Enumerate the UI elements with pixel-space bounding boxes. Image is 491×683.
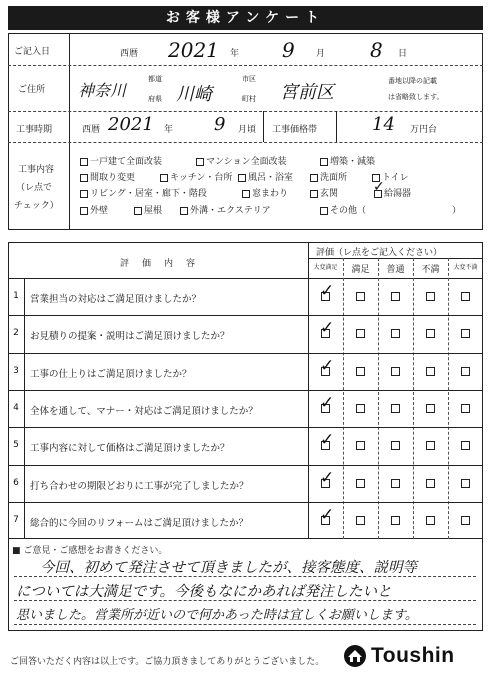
- content-option-label: 風呂・浴室: [248, 173, 294, 183]
- row-line: [8, 315, 483, 316]
- rating-checkbox[interactable]: [356, 441, 365, 450]
- content-option[interactable]: [310, 186, 338, 199]
- content-option[interactable]: [80, 154, 162, 167]
- scale-label: 大変満足: [313, 264, 338, 271]
- content-option[interactable]: [242, 186, 288, 199]
- brand-name: Toushin: [371, 644, 455, 667]
- scale-label: 不満: [421, 265, 440, 275]
- check-mark: ✓: [320, 355, 335, 376]
- content-option[interactable]: [80, 170, 135, 183]
- question-number: 5: [13, 440, 19, 451]
- content-option-label: ）: [452, 206, 462, 216]
- content-option-label: 窓まわり: [252, 189, 289, 199]
- content-option-label: 外壁: [90, 206, 109, 216]
- check-mark: ✓: [320, 504, 335, 525]
- rating-checkbox[interactable]: [461, 292, 470, 301]
- rating-checkbox[interactable]: [426, 367, 435, 376]
- content-option[interactable]: [196, 154, 287, 167]
- content-option-label: 玄関: [320, 189, 339, 199]
- rating-checkbox[interactable]: [391, 441, 400, 450]
- address-note-1: 番地以降の記載: [388, 77, 437, 85]
- content-label-1: 工事内容: [18, 165, 55, 175]
- row-sep: [8, 142, 483, 143]
- content-option-label: 増築・減築: [330, 157, 376, 167]
- rating-checkbox[interactable]: [391, 292, 400, 301]
- rating-checkbox[interactable]: [391, 404, 400, 413]
- checkbox[interactable]: [160, 174, 168, 182]
- question-text: 総合的に今回のリフォームはご満足頂けましたか？: [30, 517, 249, 529]
- question-text: 工事内容に対して価格はご満足頂けましたか？: [30, 443, 230, 455]
- content-option-label: 間取り変更: [90, 173, 136, 183]
- content-option[interactable]: [80, 203, 108, 216]
- header-bottom-line: [8, 278, 483, 279]
- date-year-value[interactable]: 2021: [168, 38, 219, 62]
- toushin-logo-icon: [343, 644, 367, 668]
- content-option-label: 一戸建て全面改装: [90, 157, 163, 167]
- row-sep: [8, 111, 483, 112]
- content-option[interactable]: [160, 170, 232, 183]
- content-option[interactable]: [320, 203, 366, 216]
- scale-column-line: [378, 258, 379, 539]
- content-option[interactable]: [134, 203, 162, 216]
- row-line: [8, 390, 483, 391]
- checkbox[interactable]: [320, 158, 328, 166]
- question-number: 1: [13, 291, 19, 301]
- eval-header-left: 評 価 内 容: [120, 259, 198, 269]
- rating-checkbox[interactable]: [391, 367, 400, 376]
- scale-label: 満足: [351, 265, 370, 275]
- date-era: 西暦: [120, 49, 139, 59]
- question-number: 6: [13, 477, 19, 488]
- content-option[interactable]: [180, 203, 271, 216]
- question-text: お見積りの提案・説明はご満足頂けましたか？: [30, 331, 230, 343]
- scale-column-line: [343, 258, 344, 539]
- question-number: 2: [13, 328, 19, 339]
- label-divider: [69, 33, 70, 230]
- period-label: 工事時期: [16, 125, 53, 135]
- address-prefecture[interactable]: 神奈川: [78, 81, 127, 100]
- content-option[interactable]: [320, 154, 375, 167]
- content-option-label: 給湯器: [384, 189, 412, 199]
- eval-header-right: 評価（レ点をご記入ください）: [316, 248, 443, 258]
- period-era: 西暦: [82, 125, 101, 135]
- check-mark: ✓: [320, 430, 335, 451]
- question-text: 営業担当の対応はご満足頂けましたか？: [30, 294, 202, 305]
- date-label: ご記入日: [14, 47, 51, 57]
- rating-checkbox[interactable]: [426, 479, 435, 488]
- rating-checkbox[interactable]: [356, 329, 365, 338]
- row-line: [8, 427, 483, 428]
- rating-checkbox[interactable]: [461, 516, 470, 525]
- rating-checkbox[interactable]: [426, 404, 435, 413]
- footer-text: ご回答いただく内容は以上です。ご協力頂きましてありがとうございました。: [10, 657, 325, 667]
- rating-checkbox[interactable]: [426, 441, 435, 450]
- question-number: 4: [13, 402, 19, 413]
- period-divider: [263, 111, 264, 142]
- question-number: 7: [13, 514, 19, 525]
- checkbox[interactable]: [80, 158, 88, 166]
- address-label: ご住所: [18, 85, 46, 95]
- content-option-label: トイレ: [382, 173, 409, 183]
- question-text: 打ち合わせの期限どおりに工事が完了しましたか？: [30, 480, 249, 492]
- address-city[interactable]: 川崎: [176, 84, 212, 105]
- city-unit-2: 町村: [242, 95, 256, 103]
- content-option-label: その他（: [330, 206, 367, 216]
- row-line: [8, 502, 483, 503]
- content-option-label: 洗面所: [320, 173, 348, 183]
- comment-line-2[interactable]: については大満足です。今後もなにかあれば発注したいと: [16, 584, 392, 600]
- scale-label: 大変不満: [453, 264, 478, 271]
- scale-column-line: [448, 258, 449, 539]
- rating-checkbox[interactable]: [426, 292, 435, 301]
- rating-checkbox[interactable]: [391, 329, 400, 338]
- pref-unit-1: 都道: [148, 75, 162, 83]
- price-divider: [336, 111, 337, 142]
- rating-checkbox[interactable]: [461, 404, 470, 413]
- content-option-label: 外溝・エクステリア: [190, 206, 271, 216]
- rating-checkbox[interactable]: [356, 292, 365, 301]
- checkbox[interactable]: [196, 158, 204, 166]
- scale-column-line: [413, 258, 414, 539]
- rating-checkbox[interactable]: [461, 367, 470, 376]
- rating-checkbox[interactable]: [356, 404, 365, 413]
- rating-checkbox[interactable]: [356, 367, 365, 376]
- content-option-label: キッチン・台所: [170, 173, 233, 183]
- rating-checkbox[interactable]: [356, 479, 365, 488]
- checkbox[interactable]: [310, 190, 318, 198]
- pref-unit-2: 府県: [148, 95, 162, 103]
- content-option-label: リビング・居室・廊下・階段: [90, 189, 207, 199]
- checkbox[interactable]: [320, 207, 328, 215]
- checkbox[interactable]: [238, 174, 246, 182]
- checkbox[interactable]: [242, 190, 250, 198]
- period-month-unit: 月頃: [238, 125, 257, 135]
- row-sep: [8, 65, 483, 66]
- scale-header-line: [308, 258, 483, 259]
- price-label: 工事価格帯: [272, 125, 318, 135]
- rating-checkbox[interactable]: [391, 479, 400, 488]
- comments-label: ■ ご意見・ご感想をお書きください。: [12, 546, 168, 556]
- content-option[interactable]: [238, 170, 293, 183]
- check-mark: ✓: [320, 318, 335, 339]
- date-year-unit: 年: [230, 49, 240, 59]
- question-number: 3: [13, 365, 19, 376]
- comment-line: [14, 624, 476, 625]
- comment-line-3[interactable]: 思いました。営業所が近いので何かあった時は宜しくお願いします。: [16, 608, 418, 623]
- content-label-2: （レ点で: [16, 183, 53, 193]
- check-mark: ✓: [320, 467, 335, 488]
- rating-checkbox[interactable]: [461, 479, 470, 488]
- content-label-3: チェック）: [14, 201, 59, 211]
- rating-checkbox[interactable]: [426, 516, 435, 525]
- checkbox[interactable]: [80, 207, 88, 215]
- checkbox[interactable]: [80, 190, 88, 198]
- checkbox[interactable]: [134, 207, 142, 215]
- rating-checkbox[interactable]: [426, 329, 435, 338]
- address-note-2: は省略致します。: [388, 93, 444, 101]
- price-unit: 万円台: [410, 125, 438, 135]
- price-value[interactable]: 14: [372, 114, 395, 135]
- check-mark: ✓: [373, 179, 385, 195]
- date-day-unit: 日: [398, 49, 408, 59]
- question-text: 全体を通して、マナー・対応はご満足頂けましたか？: [30, 405, 258, 417]
- period-year-value[interactable]: 2021: [108, 114, 154, 135]
- period-month-value[interactable]: 9: [214, 114, 226, 135]
- form-title: お客様アンケート: [8, 6, 483, 30]
- rating-checkbox[interactable]: [356, 516, 365, 525]
- row-line: [8, 353, 483, 354]
- question-text: 工事の仕上りはご満足頂けましたか？: [30, 368, 192, 380]
- row-line: [8, 465, 483, 466]
- content-option-label: 屋根: [144, 206, 163, 216]
- content-option[interactable]: [80, 186, 207, 199]
- scale-label: 普通: [386, 265, 405, 275]
- check-mark: ✓: [320, 281, 335, 301]
- checkbox[interactable]: [310, 174, 318, 182]
- rating-checkbox[interactable]: [391, 516, 400, 525]
- num-divider: [24, 278, 25, 539]
- rating-checkbox[interactable]: [461, 329, 470, 338]
- content-option[interactable]: [310, 170, 347, 183]
- rating-checkbox[interactable]: [461, 441, 470, 450]
- checkbox[interactable]: [180, 207, 188, 215]
- content-option-label: マンション全面改装: [206, 157, 287, 167]
- checkbox[interactable]: [80, 174, 88, 182]
- period-year-unit: 年: [164, 125, 174, 135]
- content-option: [452, 203, 461, 216]
- address-ward[interactable]: 宮前区: [280, 82, 334, 103]
- comments-label-text: ご意見・ご感想をお書きください。: [23, 546, 168, 556]
- city-unit-1: 市区: [242, 75, 256, 83]
- check-mark: ✓: [320, 392, 335, 413]
- date-month-value[interactable]: 9: [282, 38, 295, 62]
- date-month-unit: 月: [316, 49, 326, 59]
- comment-line-1[interactable]: 今回、初めて発注させて頂きましたが、接客態度、説明等: [40, 560, 417, 576]
- date-day-value[interactable]: 8: [370, 38, 383, 62]
